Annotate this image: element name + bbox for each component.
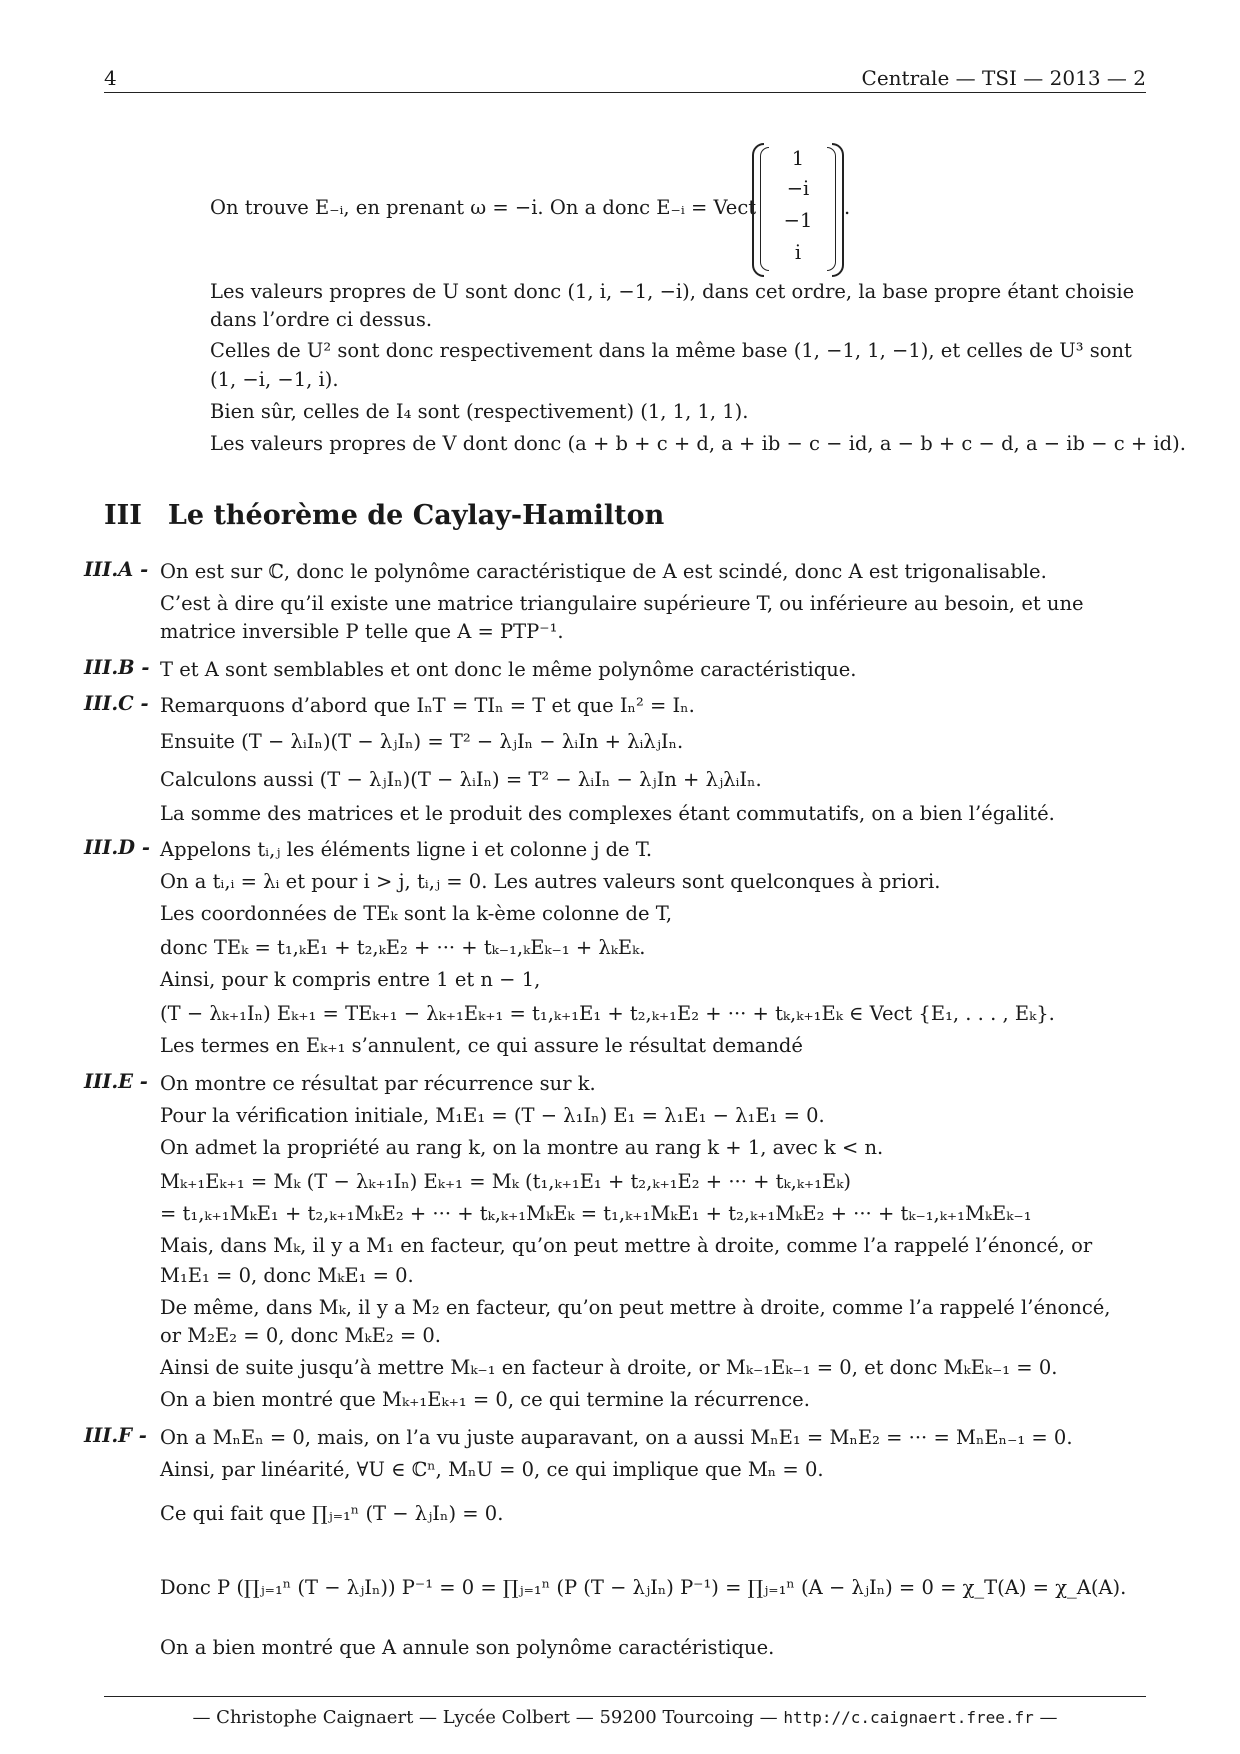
vector-entry: −i (786, 177, 810, 200)
part-C-line: Remarquons d’abord que IₙT = TIₙ = T et que Iₙ² = Iₙ. (160, 694, 695, 717)
part-B-line: T et A sont semblables et ont donc le même polynôme caractéristique. (160, 658, 857, 681)
part-label-C: III.C - (84, 692, 149, 715)
part-F-line: Ainsi, par linéarité, ∀U ∈ ℂⁿ, MₙU = 0, ce qui implique que Mₙ = 0. (160, 1458, 824, 1481)
part-A-line: On est sur ℂ, donc le polynôme caractéristique de A est scindé, donc A est trigonalisable. (160, 560, 1047, 583)
footer-link[interactable]: http://c.caignaert.free.fr (783, 1708, 1034, 1727)
part-F-line: On a bien montré que A annule son polynôme caractéristique. (160, 1636, 775, 1659)
page-header (104, 64, 1146, 93)
top-line-4: Celles de U² sont donc respectivement dans la même base (1, −1, 1, −1), et celles de U³ sont (210, 339, 1132, 362)
section-number: III (104, 500, 142, 531)
vector-entry: 1 (791, 147, 805, 170)
part-D-line: donc TEₖ = t₁,ₖE₁ + t₂,ₖE₂ + ··· + tₖ₋₁,ₖEₖ₋₁ + λₖEₖ. (160, 936, 646, 959)
top-line-3: dans l’ordre ci dessus. (210, 308, 433, 331)
vector-entry: −1 (783, 209, 813, 232)
part-D-line: On a tᵢ,ᵢ = λᵢ et pour i > j, tᵢ,ⱼ = 0. Les autres valeurs sont quelconques à priori. (160, 870, 941, 893)
part-C-line: Calculons aussi (T − λⱼIₙ)(T − λᵢIₙ) = T² − λᵢIₙ − λⱼIn + λⱼλᵢIₙ. (160, 768, 762, 791)
part-label-F: III.F - (84, 1424, 147, 1447)
part-C-line: La somme des matrices et le produit des complexes étant commutatifs, on a bien l’égalité. (160, 802, 1055, 825)
section-title: Le théorème de Caylay-Hamilton (167, 500, 665, 531)
part-E-line: or M₂E₂ = 0, donc MₖE₂ = 0. (160, 1324, 442, 1347)
top-line-1: On trouve E₋ᵢ, en prenant ω = −i. On a donc E₋ᵢ = Vect (210, 196, 757, 219)
running-title: Centrale — TSI — 2013 — 2 (861, 66, 1146, 90)
part-F-line: Ce qui fait que ∏ⱼ₌₁ⁿ (T − λⱼIₙ) = 0. (160, 1502, 504, 1525)
part-F-line: On a MₙEₙ = 0, mais, on l’a vu juste auparavant, on a aussi MₙE₁ = MₙE₂ = ··· = MₙEₙ₋₁ = 0. (160, 1426, 1073, 1449)
part-D-line: Appelons tᵢ,ⱼ les éléments ligne i et colonne j de T. (160, 838, 653, 861)
column-vector (752, 143, 844, 275)
part-label-D: III.D - (84, 836, 150, 859)
part-E-line: Ainsi de suite jusqu’à mettre Mₖ₋₁ en facteur à droite, or Mₖ₋₁Eₖ₋₁ = 0, et donc MₖEₖ₋₁ = 0. (160, 1356, 1058, 1379)
vector-entry: i (794, 241, 802, 264)
part-E-line: = t₁,ₖ₊₁MₖE₁ + t₂,ₖ₊₁MₖE₂ + ··· + tₖ,ₖ₊₁MₖEₖ = t₁,ₖ₊₁MₖE₁ + t₂,ₖ₊₁MₖE₂ + ··· + tₖ₋₁,ₖ₊₁MₖEₖ₋₁ (160, 1202, 1032, 1225)
page-number: 4 (104, 66, 117, 90)
part-D-line: Ainsi, pour k compris entre 1 et n − 1, (160, 968, 541, 991)
part-C-line: Ensuite (T − λᵢIₙ)(T − λⱼIₙ) = T² − λⱼIₙ − λᵢIn + λᵢλⱼIₙ. (160, 730, 684, 753)
part-F-line: Donc P (∏ⱼ₌₁ⁿ (T − λⱼIₙ)) P⁻¹ = 0 = ∏ⱼ₌₁ⁿ (P (T − λⱼIₙ) P⁻¹) = ∏ⱼ₌₁ⁿ (A − λⱼIₙ) = 0 = χ_T(A) = χ_A(A). (160, 1576, 1127, 1599)
part-E-line: Mais, dans Mₖ, il y a M₁ en facteur, qu’on peut mettre à droite, comme l’a rappelé l’énoncé, or (160, 1234, 1093, 1257)
top-line-7: Les valeurs propres de V dont donc (a + b + c + d, a + ib − c − id, a − b + c − d, a − ib − c + id). (210, 432, 1186, 455)
part-E-line: On admet la propriété au rang k, on la montre au rang k + 1, avec k < n. (160, 1136, 884, 1159)
part-E-line: De même, dans Mₖ, il y a M₂ en facteur, qu’on peut mettre à droite, comme l’a rappelé l’énoncé, (160, 1296, 1111, 1319)
page-footer (104, 1696, 1146, 1728)
footer-text: — Christophe Caignaert — Lycée Colbert — 59200 Tourcoing — (192, 1707, 778, 1728)
part-label-B: III.B - (84, 656, 150, 679)
part-D-line: (T − λₖ₊₁Iₙ) Eₖ₊₁ = TEₖ₊₁ − λₖ₊₁Eₖ₊₁ = t₁,ₖ₊₁E₁ + t₂,ₖ₊₁E₂ + ··· + tₖ,ₖ₊₁Eₖ ∈ Vect {E₁, . . . , Eₖ}. (160, 1002, 1055, 1025)
part-A-line: matrice inversible P telle que A = PTP⁻¹. (160, 620, 564, 643)
footer-end: — (1039, 1707, 1058, 1728)
top-line-5: (1, −i, −1, i). (210, 368, 339, 391)
part-label-A: III.A - (84, 558, 149, 581)
part-E-line: On a bien montré que Mₖ₊₁Eₖ₊₁ = 0, ce qui termine la récurrence. (160, 1388, 810, 1411)
part-A-line: C’est à dire qu’il existe une matrice triangulaire supérieure T, ou inférieure au besoin, et une (160, 592, 1084, 615)
top-line-6: Bien sûr, celles de I₄ sont (respectivement) (1, 1, 1, 1). (210, 400, 749, 423)
top-line-2: Les valeurs propres de U sont donc (1, i, −1, −i), dans cet ordre, la base propre étant choisie (210, 280, 1135, 303)
part-label-E: III.E - (84, 1070, 148, 1093)
part-E-line: M₁E₁ = 0, donc MₖE₁ = 0. (160, 1264, 414, 1287)
part-E-line: Pour la vérification initiale, M₁E₁ = (T − λ₁Iₙ) E₁ = λ₁E₁ − λ₁E₁ = 0. (160, 1104, 825, 1127)
part-E-line: On montre ce résultat par récurrence sur k. (160, 1072, 596, 1095)
part-D-line: Les termes en Eₖ₊₁ s’annulent, ce qui assure le résultat demandé (160, 1034, 803, 1057)
section-heading (104, 500, 690, 531)
part-E-line: Mₖ₊₁Eₖ₊₁ = Mₖ (T − λₖ₊₁Iₙ) Eₖ₊₁ = Mₖ (t₁,ₖ₊₁E₁ + t₂,ₖ₊₁E₂ + ··· + tₖ,ₖ₊₁Eₖ) (160, 1170, 851, 1193)
part-D-line: Les coordonnées de TEₖ sont la k-ème colonne de T, (160, 902, 673, 925)
